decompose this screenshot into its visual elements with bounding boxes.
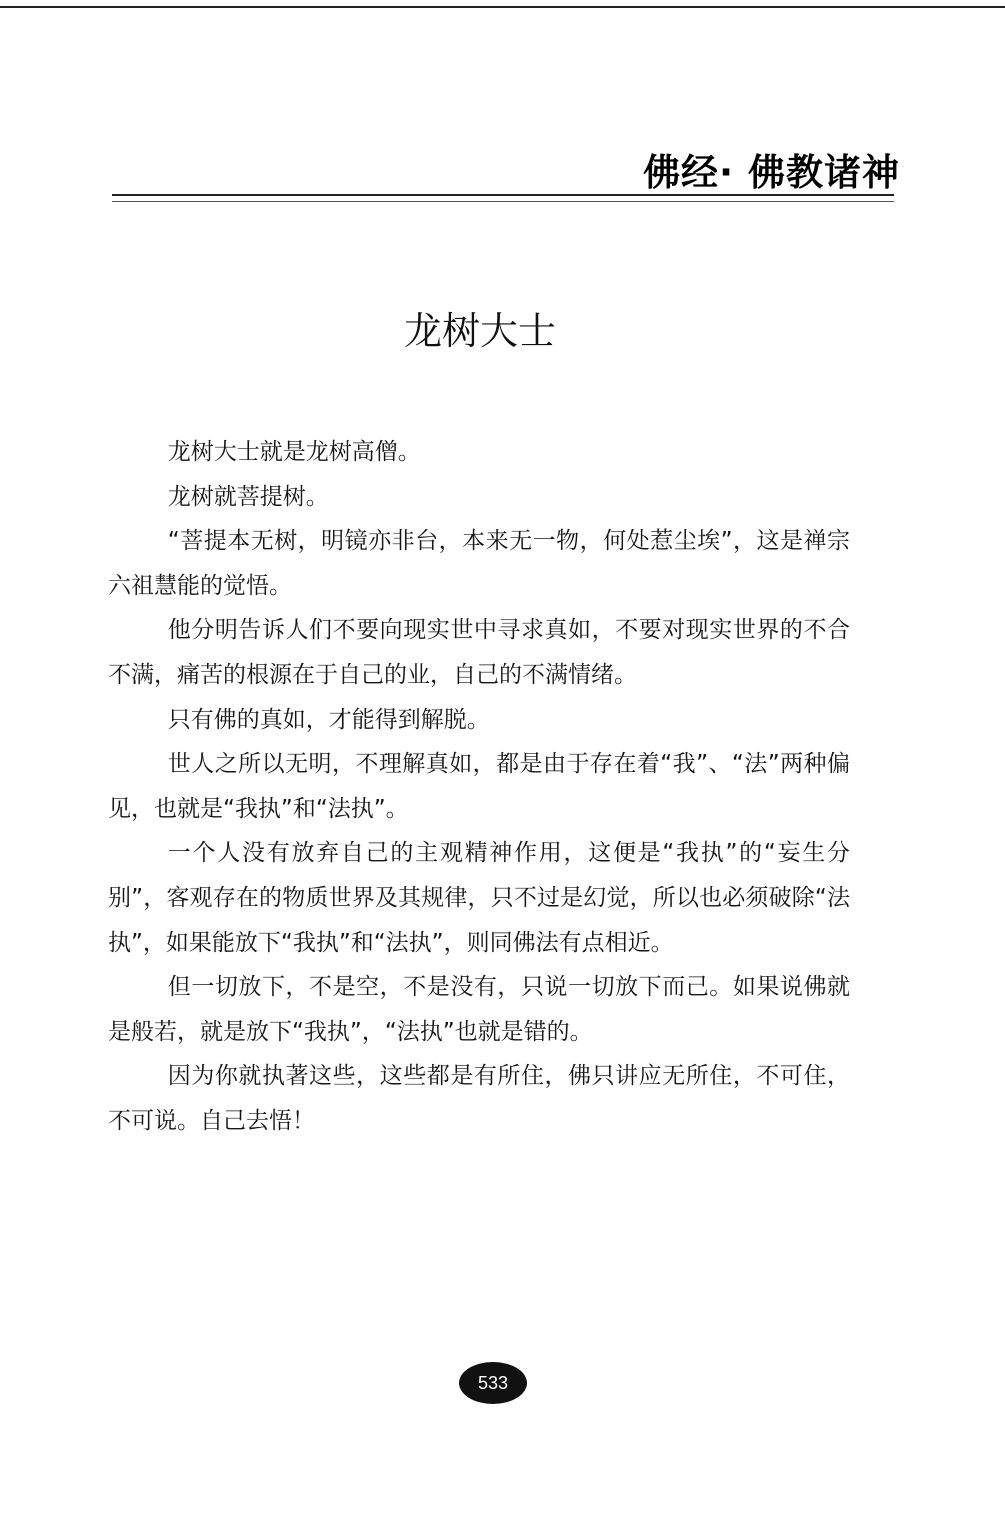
paragraph: 只有佛的真如，才能得到解脱。	[167, 706, 490, 733]
running-header: 佛经· 佛教诸神	[643, 151, 900, 194]
paragraph: 龙树大士就是龙树高僧。	[167, 439, 421, 465]
paragraph: 因为你就执著这些，这些都是有所住，佛只讲应无所住，不可住，不可说。自己去悟！	[108, 1063, 850, 1134]
header-rule	[112, 194, 894, 196]
article-title: 龙树大士	[403, 309, 556, 353]
paragraph: 龙树就菩提树。	[167, 483, 329, 510]
paragraph: “菩提本无树，明镜亦非台，本来无一物，何处惹尘埃”，这是禅宗六祖慧能的觉悟。	[108, 528, 850, 599]
article-body	[108, 430, 850, 1144]
paragraph: 他分明告诉人们不要向现实世中寻求真如，不要对现实世界的不合不满，痛苦的根源在于自己的业，自己的不满情绪。	[108, 617, 850, 688]
paragraph: 一个人没有放弃自己的主观精神作用，这便是“我执”的“妄生分别”，客观存在的物质世界及其规律，只不过是幻觉，所以也必须破除“法执”，如果能放下“我执”和“法执”，则同佛法有点相近。	[108, 840, 850, 956]
paragraph: 世人之所以无明，不理解真如，都是由于存在着“我”、“法”两种偏见，也就是“我执”和“法执”。	[108, 751, 850, 822]
top-border-rule	[0, 6, 1005, 8]
page-number: 533	[459, 1362, 527, 1404]
header-rule-thin	[112, 201, 894, 202]
paragraph: 但一切放下，不是空，不是没有，只说一切放下而己。如果说佛就是般若，就是放下“我执”，“法执”也就是错的。	[108, 974, 850, 1045]
